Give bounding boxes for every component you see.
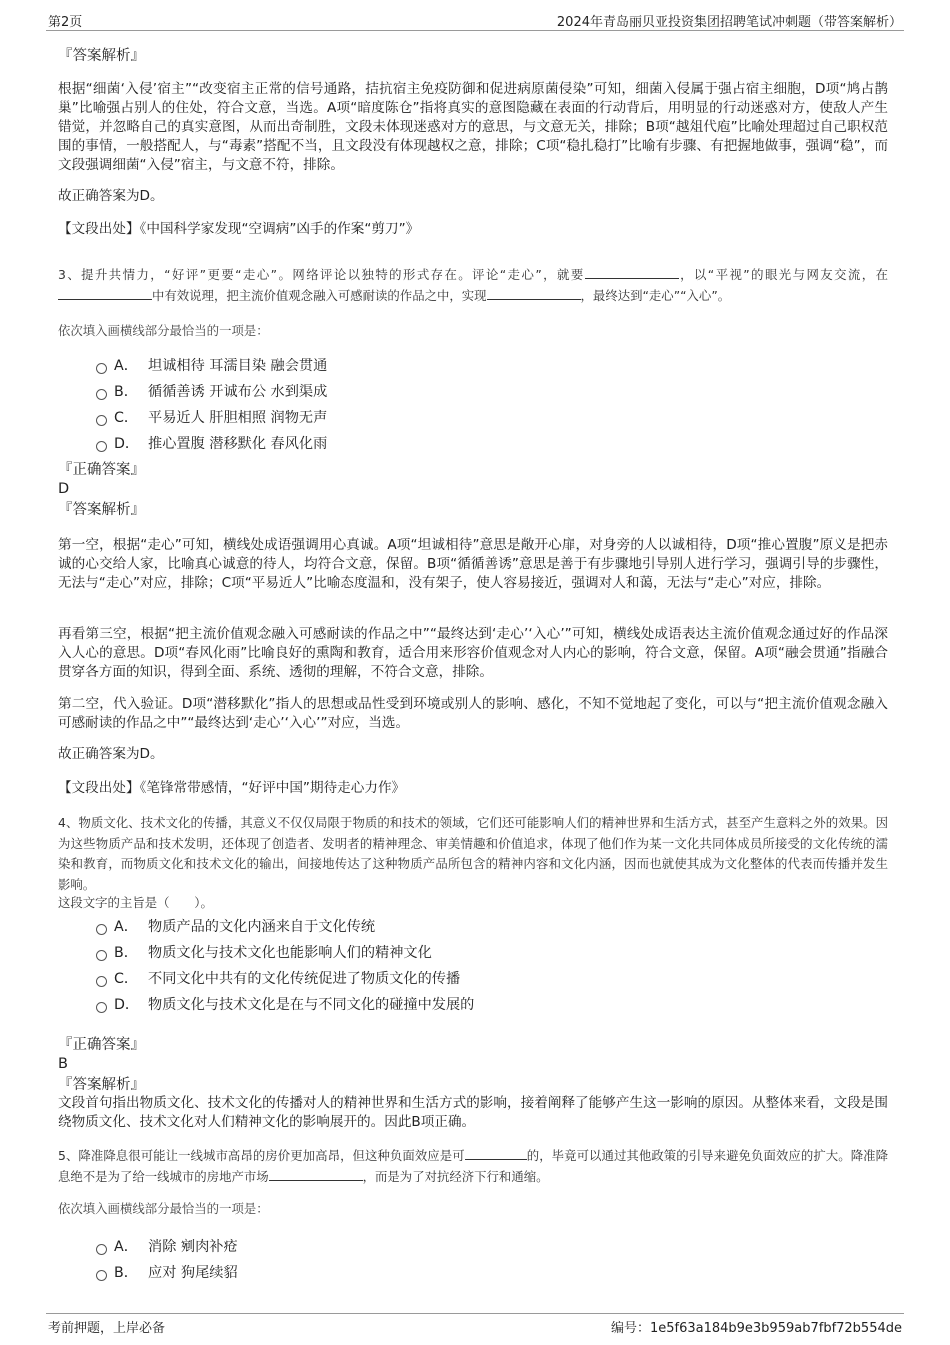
q3-analysis-p2: 再看第三空，根据“把主流价值观念融入可感耐读的作品之中”“最终达到‘走心’‘入心’”可知，横线处成语表达主流价值观念通过好的作品深入人心的意思。D项“春风化雨”比喻良好的熏陶和教育，适合用来形容价值观念对人内心的影响，符合文意，保留。A项“融会贯通”指融合贯穿各方面的知识，得到全面、系统、透彻的理解，不符合文意，排除。 — [58, 626, 888, 680]
q5-question-text: 5、降准降息很可能让一线城市高昂的房价更加高昂，但这种负面效应是可 的，毕竟可以通过其他政策的引导来避免负面效应的扩大。降准降息绝不是为了给一线城市的房地产市场 ，而是为了对抗经济下行和通缩。 — [58, 1148, 889, 1184]
footer-slogan: 考前押题，上岸必备 — [48, 1321, 166, 1336]
document-title: 2024年青岛丽贝亚投资集团招聘笔试冲刺题（带答案解析） — [556, 15, 902, 30]
radio-icon[interactable] — [96, 950, 107, 961]
q4-correct-label: 『正确答案』 — [58, 1037, 145, 1053]
radio-icon[interactable] — [96, 441, 107, 452]
q4-options — [96, 913, 474, 1017]
q3-source: 【文段出处】《笔锋常带感情，“好评中国”期待走心力作》 — [58, 780, 406, 796]
radio-icon[interactable] — [96, 1270, 107, 1281]
q3-option-a[interactable]: A． 坦诚相待 耳濡目染 融会贯通 — [96, 352, 327, 378]
q2-conclusion: 故正确答案为D。 — [58, 188, 164, 204]
fill-blank-1 — [585, 265, 679, 279]
radio-icon[interactable] — [96, 415, 107, 426]
q4-option-c[interactable]: C． 不同文化中共有的文化传统促进了物质文化的传播 — [96, 965, 474, 991]
q5-option-a[interactable]: A． 消除 剜肉补疮 — [96, 1233, 238, 1259]
q3-analysis-p1: 第一空，根据“走心”可知，横线处成语强调用心真诚。A项“坦诚相待”意思是敞开心扉，对身旁的人以诚相待，D项“推心置腹”原义是把赤诚的心交给人家，比喻真心诚意的待人，均符合文意，保留。B项“循循善诱”意思是善于有步骤地引导别人进行学习，强调引导的步骤性，无法与“走心”对应，排除；C项“平易近人”比喻态度温和，没有架子，使人容易接近，强调对人和蔼，无法与“走心”对应，排除。 — [58, 537, 888, 591]
q4-stem: 这段文字的主旨是（ ）。 — [58, 895, 213, 910]
radio-icon[interactable] — [96, 389, 107, 400]
q2-analysis-label: 『答案解析』 — [58, 48, 145, 64]
q5-options — [96, 1233, 238, 1285]
document-id: 编号：1e5f63a184b9e3b959ab7fbf72b554de — [610, 1321, 902, 1336]
radio-icon[interactable] — [96, 924, 107, 935]
q3-option-b[interactable]: B． 循循善诱 开诚布公 水到渠成 — [96, 378, 327, 404]
q3-options — [96, 352, 327, 456]
fill-blank-2 — [58, 286, 152, 300]
q3-option-c[interactable]: C． 平易近人 肝胆相照 润物无声 — [96, 404, 327, 430]
q2-analysis-text: 根据“细菌‘入侵’宿主”“改变宿主正常的信号通路，拮抗宿主免疫防御和促进病原菌侵染”可知，细菌入侵属于强占宿主细胞，D项“鸠占鹊巢”比喻强占别人的住处，符合文意，当选。A项“暗度陈仓”指将真实的意图隐藏在表面的行动背后，用明显的行动迷惑对方，使敌人产生错觉，并忽略自己的真实意图，从而出奇制胜，文段未体现迷惑对方的意思，与文意无关，排除；B项“越俎代庖”比喻处理超过自己职权范围的事情，一般搭配人，与“毒素”搭配不当，且文段没有体现越权之意，排除；C项“稳扎稳打”比喻有步骤、有把握地做事，强调“稳”，而文段强调细菌“入侵”宿主，与文意不符，排除。 — [58, 81, 888, 173]
q4-option-b[interactable]: B． 物质文化与技术文化也能影响人们的精神文化 — [96, 939, 474, 965]
q4-option-d[interactable]: D． 物质文化与技术文化是在与不同文化的碰撞中发展的 — [96, 991, 474, 1017]
radio-icon[interactable] — [96, 1244, 107, 1255]
q5-option-b[interactable]: B． 应对 狗尾续貂 — [96, 1259, 238, 1285]
q3-analysis-p3: 第二空，代入验证。D项“潜移默化”指人的思想或品性受到环境或别人的影响、感化，不知不觉地起了变化，可以与“把主流价值观念融入可感耐读的作品之中”“最终达到‘走心’‘入心’”对应，当选。 — [58, 696, 888, 731]
fill-blank-1 — [465, 1146, 527, 1160]
fill-blank-3 — [487, 286, 581, 300]
q4-analysis-p1: 文段首句指出物质文化、技术文化的传播对人的精神世界和生活方式的影响，接着阐释了能够产生这一影响的原因。从整体来看，文段是围绕物质文化、技术文化对人们精神文化的影响展开的。因此B项正确。 — [58, 1095, 888, 1130]
q2-source: 【文段出处】《中国科学家发现“空调病”凶手的作案“剪刀”》 — [58, 221, 420, 237]
q4-question-text: 4、物质文化、技术文化的传播，其意义不仅仅局限于物质的和技术的领域，它们还可能影响人们的精神世界和生活方式，甚至产生意料之外的效果。因为这些物质产品和技术发明，还体现了创造者、发明者的精神理念、审美情趣和价值追求，体现了他们作为某一文化共同体成员所接受的文化传统的濡染和教育，而物质文化和技术文化的输出，间接地传达了这种物质产品所包含的精神内容和文化内涵，因而也就使其成为文化整体的代表而传播并发生影响。 — [58, 815, 888, 892]
radio-icon[interactable] — [96, 976, 107, 987]
fill-blank-2 — [269, 1167, 363, 1181]
q4-analysis-label: 『答案解析』 — [58, 1077, 145, 1093]
radio-icon[interactable] — [96, 363, 107, 374]
q4-correct-answer: B — [58, 1056, 68, 1072]
q3-analysis-label: 『答案解析』 — [58, 502, 145, 518]
page-header — [46, 8, 904, 31]
q3-conclusion: 故正确答案为D。 — [58, 746, 164, 762]
page-number: 第2页 — [48, 15, 83, 30]
q3-correct-answer: D — [58, 481, 70, 497]
q3-question-text: 3、提升共情力，“好评”更要“走心”。网络评论以独特的形式存在。评论“走心”，就要 ，以“平视”的眼光与网友交流，在中有效说理，把主流价值观念融入可感耐读的作品之中，实现 ，最终达到“走心”“入心”。 — [58, 267, 888, 303]
q3-prompt: 依次填入画横线部分最恰当的一项是： — [58, 323, 269, 338]
radio-icon[interactable] — [96, 1002, 107, 1013]
q3-option-d[interactable]: D． 推心置腹 潜移默化 春风化雨 — [96, 430, 327, 456]
page-footer — [46, 1313, 904, 1336]
q3-correct-label: 『正确答案』 — [58, 462, 145, 478]
q5-prompt: 依次填入画横线部分最恰当的一项是： — [58, 1201, 269, 1216]
q4-option-a[interactable]: A． 物质产品的文化内涵来自于文化传统 — [96, 913, 474, 939]
